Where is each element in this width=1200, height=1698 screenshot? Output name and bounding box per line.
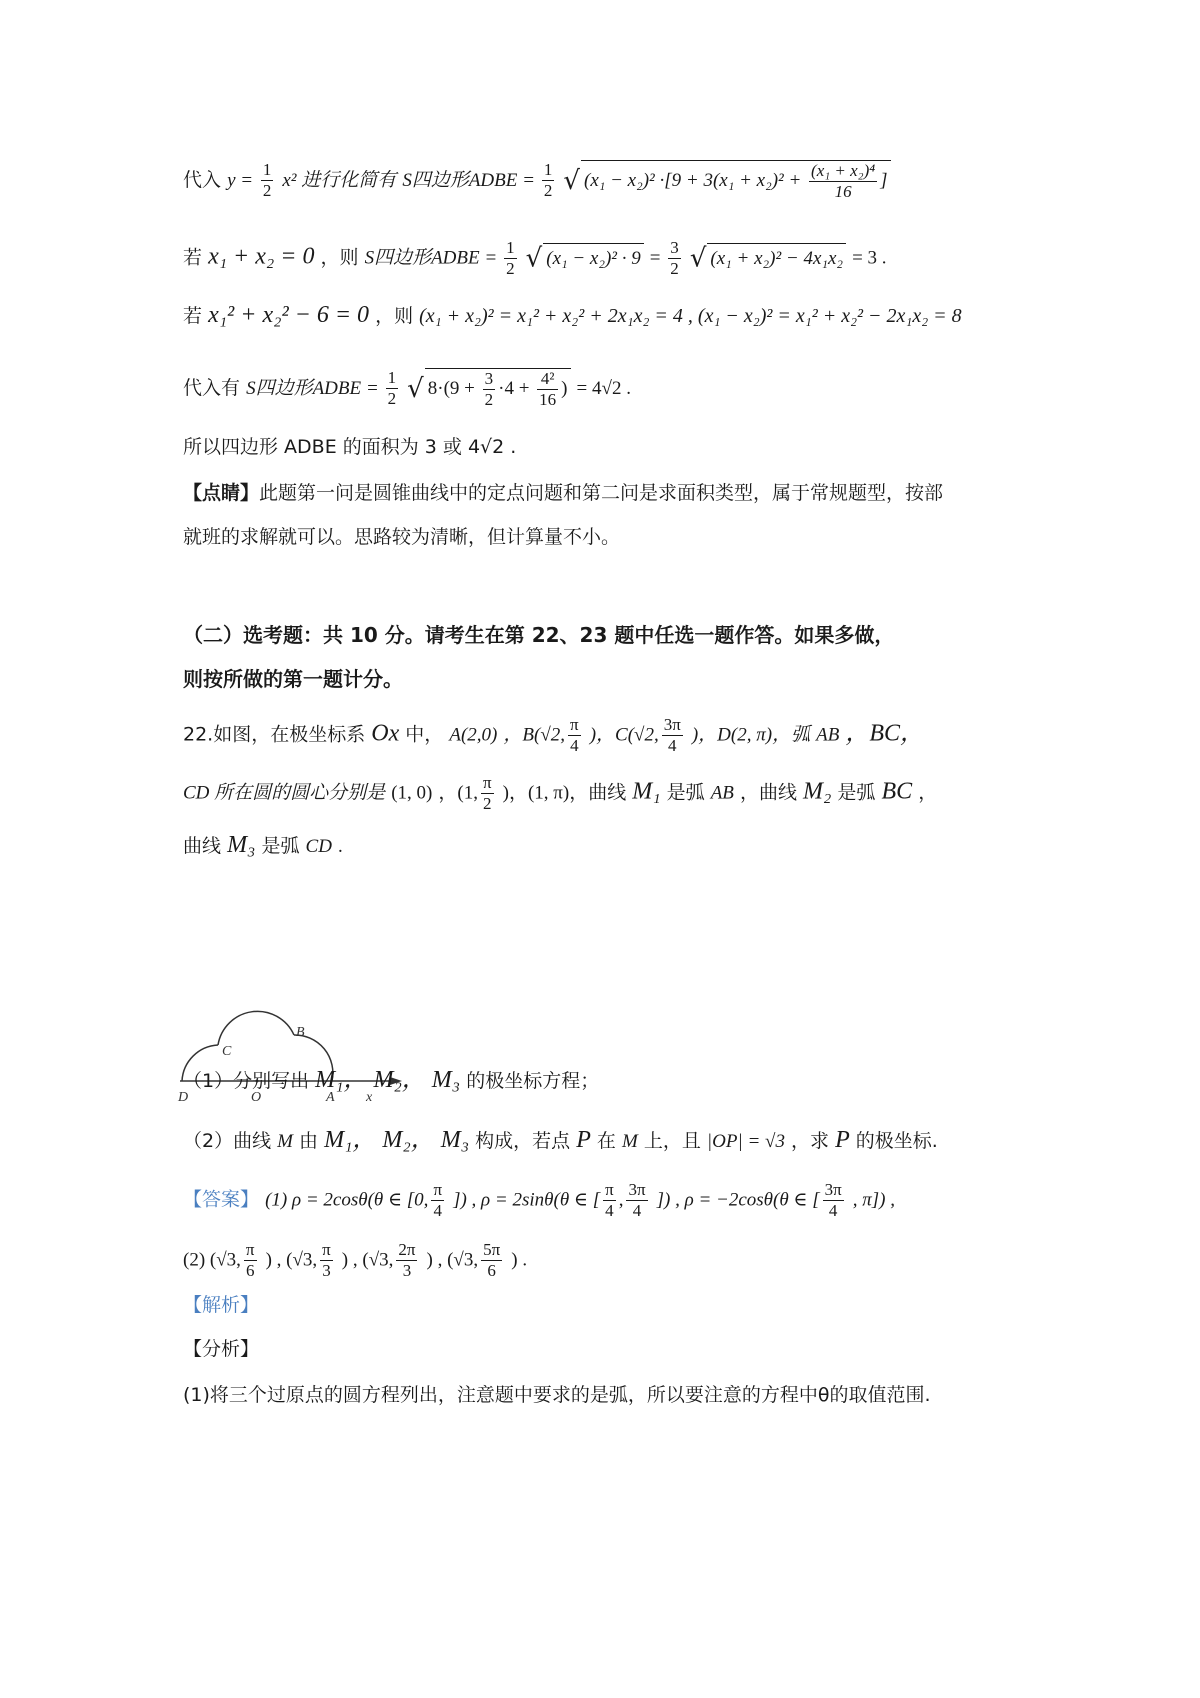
line-case-1: 若 x₁ + x₂ = 0 ，则 S四边形ADBE = $\frac{1}{2}$ √ (x₁ − x₂)² · 9 = $\frac{3}{2}$ √ (x₁ + x₂)² − 4x₁x₂ = 3 .	[183, 238, 887, 278]
question-22-line-1: 22.如图，在极坐标系 Ox 中， A(2,0) ，B(√2, $\frac{\pi}{4}$ )，C(√2, $\frac{3\pi}{4}$ )，D(2, π)，弧 AB ，BC，	[183, 715, 925, 755]
jiexi-tag: 【解析】	[183, 1294, 260, 1316]
arc-bc	[218, 1011, 294, 1045]
sqrt-icon: √	[525, 243, 543, 274]
part-1: （1）分别写出 M₁， M₂， M₃ 的极坐标方程；	[183, 1067, 600, 1093]
section-title-2: 则按所做的第一题计分。	[183, 667, 403, 691]
comment-line-1: 【点睛】此题第一问是圆锥曲线中的定点问题和第二问是求面积类型，属于常规题型，按部	[183, 482, 944, 504]
text: 代入	[183, 168, 222, 191]
label-d: D	[178, 1090, 189, 1105]
sqrt-icon: √	[689, 243, 707, 274]
question-22-line-2: CD 所在圆的圆心分别是 (1, 0) ，(1, $\frac{\pi}{2}$ )，(1, π)，曲线 M₁ 是弧 AB ，曲线 M₂ 是弧 BC ，	[183, 773, 938, 813]
comment-line-2: 就班的求解就可以。思路较为清晰，但计算量不小。	[183, 526, 621, 548]
answer-part-2: (2) (√3, $\frac{\pi}{6}$ ) , (√3, $\frac{\pi}{3}$ ) , (√3, $\frac{2\pi}{3}$ ) , (√3, $\frac{5\pi}{6}$ ) .	[183, 1240, 528, 1280]
answer-part-1: 【答案】 (1) ρ = 2cosθ(θ ∈ [0, $\frac{\pi}{4}$ ]) , ρ = 2sinθ(θ ∈ [ $\frac{\pi}{4}$ , $\frac{3\pi}{4}$ ]) , ρ = −2cosθ(θ ∈ [ $\frac{3\pi}{4}$ , π]) ,	[183, 1180, 896, 1220]
radicand: (x₁ − x₂)² ·[9 + 3(x₁ + x₂)² + $\frac{\text{(x₁ + x₂)⁴}}{16}$ ]	[581, 160, 891, 202]
label-c: C	[222, 1044, 232, 1059]
math-text: x² 进行化简有	[282, 169, 397, 191]
fraction: $\frac{1}{2}$	[262, 160, 272, 201]
section-title: （二）选考题：共 10 分。请考生在第 22、23 题中任选一题作答。如果多做，	[183, 623, 895, 647]
math-y: y =	[227, 169, 258, 191]
conclusion: 所以四边形 ADBE 的面积为 3 或 4√2 .	[183, 436, 517, 458]
analysis-line: (1)将三个过原点的圆方程列出，注意题中要求的是弧，所以要注意的方程中θ的取值范围.	[183, 1384, 931, 1406]
label-a: A	[326, 1090, 335, 1105]
area-symbol: S四边形ADBE	[402, 169, 518, 191]
label-b: B	[296, 1025, 305, 1040]
part-2: （2）曲线 M 由 M₁， M₂， M₃ 构成，若点 P 在 M 上，且 |OP| = √3 ，求 P 的极坐标.	[183, 1127, 938, 1153]
sqrt-icon: √	[407, 373, 424, 404]
label-x: x	[366, 1090, 373, 1105]
sqrt-icon: √	[563, 165, 580, 196]
label-o: O	[251, 1090, 262, 1105]
question-22-line-3: 曲线 M₃ 是弧 CD .	[183, 832, 343, 858]
fenxi-tag: 【分析】	[183, 1338, 260, 1360]
polar-arc-figure	[180, 975, 420, 1125]
line-substitute-2: 代入有 S四边形ADBE = $\frac{1}{2}$ √ 8·(9 + $\frac{3}{2}$ ·4 + $\frac{\text{4²}}{16}$ ) = 4√2 .	[183, 368, 631, 409]
fraction: $\frac{1}{2}$	[543, 160, 553, 201]
answer-tag: 【答案】	[183, 1188, 260, 1211]
line-substitute: 代入 y = $\frac{1}{2}$ x² 进行化简有 S四边形ADBE = $\frac{1}{2}$ √ (x₁ − x₂)² ·[9 + 3(x₁ + x₂)² + $\frac{\text{(x₁ + x₂)⁴}}{16}$ ]	[183, 160, 1043, 202]
line-case-2: 若 x₁² + x₂² − 6 = 0 ，则 (x₁ + x₂)² = x₁² + x₂² + 2x₁x₂ = 4 , (x₁ − x₂)² = x₁² + x₂² − 2x₁x₂ = 8	[183, 302, 962, 328]
condition: x₁ + x₂ = 0	[208, 243, 315, 270]
